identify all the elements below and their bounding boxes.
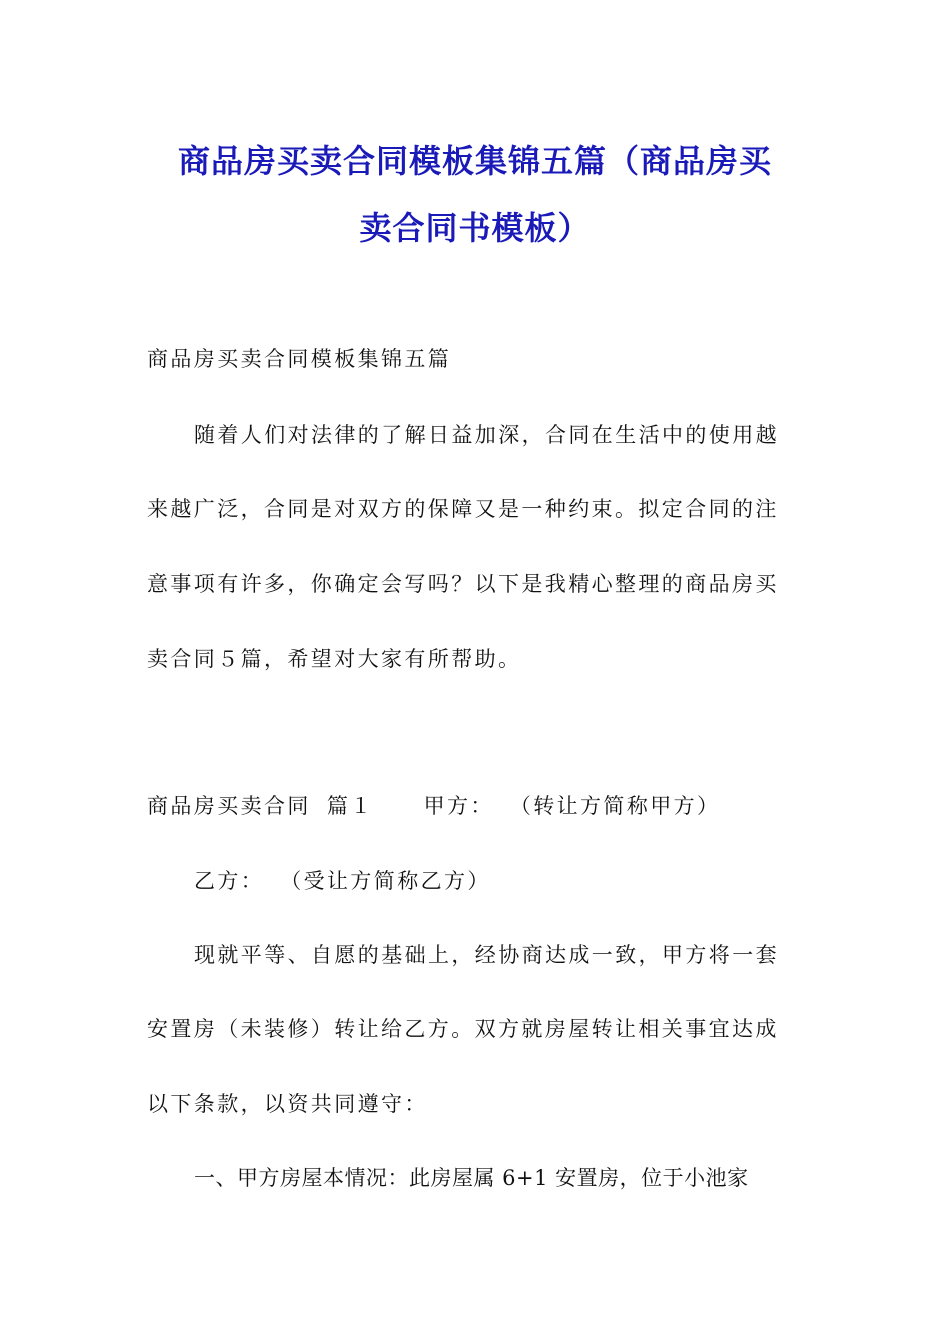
section-1-body-line-3: 以下条款，以资共同遵守： (147, 1092, 428, 1116)
section-1-body-line-2: 安置房（未装修）转让给乙方。双方就房屋转让相关事宜达成 (147, 1017, 779, 1041)
party-a-note: （转让方简称甲方） (509, 794, 721, 818)
intro-line-4: 卖合同５篇，希望对大家有所帮助。 (147, 647, 522, 671)
intro-line-3: 意事项有许多，你确定会写吗？以下是我精心整理的商品房买 (147, 572, 779, 596)
section-1-number: 篇１ (326, 794, 374, 818)
clause-1-line: 一、甲方房屋本情况：此房屋属 6+1 安置房，位于小池家 (194, 1166, 749, 1190)
intro-line-1: 随着人们对法律的了解日益加深，合同在生活中的使用越 (194, 423, 779, 447)
document-subtitle: 商品房买卖合同模板集锦五篇 (147, 347, 452, 371)
party-b-note: （受让方简称乙方） (280, 869, 491, 893)
section-1-heading-row (147, 791, 720, 821)
section-1-heading: 商品房买卖合同 (147, 794, 311, 818)
party-b-row (194, 866, 491, 896)
document-title-line-1: 商品房买卖合同模板集锦五篇（商品房买 (177, 142, 772, 180)
party-a-label: 甲方： (423, 794, 494, 818)
party-b-label: 乙方： (194, 869, 265, 893)
section-1-body-line-1: 现就平等、自愿的基础上，经协商达成一致，甲方将一套 (194, 943, 779, 967)
document-title-line-2: 卖合同书模板） (359, 209, 591, 247)
intro-line-2: 来越广泛，合同是对双方的保障又是一种约束。拟定合同的注 (147, 497, 779, 521)
